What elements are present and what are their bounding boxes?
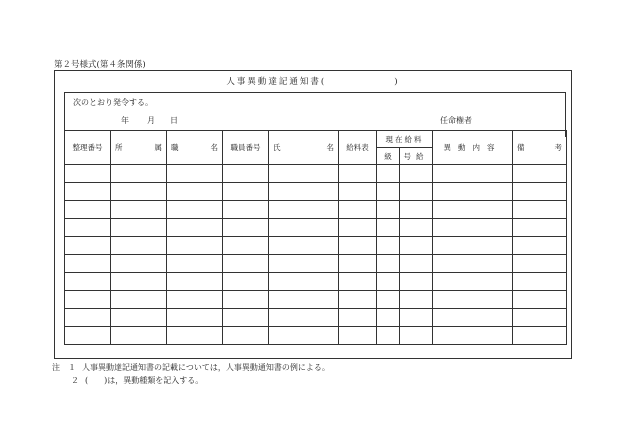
note-1-text: 人事異動達記通知書の記載については，人事異動通知書の例による。 — [82, 363, 330, 372]
table-cell — [223, 219, 269, 237]
table-cell — [339, 273, 377, 291]
table-cell — [65, 219, 111, 237]
table-cell — [513, 183, 567, 201]
table-cell — [400, 183, 433, 201]
table-cell — [377, 183, 400, 201]
table-cell — [513, 201, 567, 219]
table-cell — [269, 219, 339, 237]
note-2-text: ( )は，異動種類を記入する。 — [85, 376, 204, 385]
table-cell — [269, 273, 339, 291]
table-row — [65, 291, 567, 309]
table-cell — [269, 237, 339, 255]
table-cell — [400, 201, 433, 219]
table-cell — [167, 237, 223, 255]
table-row — [65, 183, 567, 201]
table-cell — [513, 255, 567, 273]
table-cell — [377, 201, 400, 219]
form-label: 第２号様式(第４条関係) — [54, 60, 146, 70]
table-cell — [433, 237, 513, 255]
table-cell — [223, 327, 269, 345]
table-cell — [513, 273, 567, 291]
title-open-paren: ( — [320, 77, 327, 87]
table-cell — [339, 201, 377, 219]
table-cell — [339, 255, 377, 273]
table-cell — [377, 165, 400, 183]
table-row — [65, 237, 567, 255]
title-close-paren: ) — [394, 77, 400, 87]
table-cell — [223, 273, 269, 291]
table-cell — [111, 183, 167, 201]
table-cell — [167, 255, 223, 273]
table-cell — [269, 201, 339, 219]
table-row — [65, 309, 567, 327]
note-1-number: １ — [68, 363, 76, 372]
date-year: 年 — [121, 116, 129, 125]
col-shoku — [167, 131, 223, 165]
col-shozoku-b: 属 — [154, 143, 162, 152]
note-2-number: ２ — [71, 376, 79, 385]
col-salary-table: 給料表 — [339, 131, 377, 165]
date-day: 日 — [170, 116, 178, 125]
table-cell — [339, 219, 377, 237]
col-current-salary: 現在給料 — [377, 131, 433, 148]
table-cell — [65, 165, 111, 183]
table-cell — [111, 201, 167, 219]
col-biko-a: 備 — [517, 143, 525, 152]
table-cell — [111, 255, 167, 273]
table-cell — [269, 165, 339, 183]
table-cell — [377, 309, 400, 327]
table-cell — [65, 327, 111, 345]
table-cell — [111, 165, 167, 183]
table-body — [65, 165, 567, 345]
table-cell — [339, 327, 377, 345]
table-cell — [65, 273, 111, 291]
table-cell — [65, 183, 111, 201]
table-cell — [223, 255, 269, 273]
table-cell — [339, 183, 377, 201]
table-cell — [400, 309, 433, 327]
table-cell — [433, 183, 513, 201]
table-cell — [513, 165, 567, 183]
col-change-content: 異動内容 — [433, 131, 513, 165]
table-row — [65, 327, 567, 345]
col-shoku-b: 名 — [210, 143, 218, 152]
col-seiri-number: 整理番号 — [65, 131, 111, 165]
title-text: 人事異動達記通知書 — [226, 77, 321, 87]
table-cell — [65, 309, 111, 327]
table-cell — [433, 165, 513, 183]
table-cell — [167, 219, 223, 237]
table-row — [65, 273, 567, 291]
table-cell — [433, 327, 513, 345]
table-cell — [111, 237, 167, 255]
table-cell — [400, 165, 433, 183]
col-shoku-a: 職 — [171, 143, 179, 152]
table-cell — [269, 327, 339, 345]
col-grade: 級 — [377, 148, 400, 165]
table-cell — [269, 309, 339, 327]
col-shozoku-a: 所 — [115, 143, 123, 152]
table-cell — [339, 237, 377, 255]
table-cell — [167, 273, 223, 291]
table-cell — [65, 237, 111, 255]
table-cell — [223, 183, 269, 201]
table-cell — [400, 291, 433, 309]
table-cell — [223, 309, 269, 327]
note-2 — [71, 375, 203, 386]
table-cell — [111, 327, 167, 345]
table-cell — [513, 291, 567, 309]
table-cell — [339, 291, 377, 309]
col-remarks — [513, 131, 567, 165]
personnel-table — [64, 130, 567, 345]
table-row — [65, 219, 567, 237]
table-cell — [223, 237, 269, 255]
table-cell — [433, 255, 513, 273]
table-cell — [513, 219, 567, 237]
col-shozoku — [111, 131, 167, 165]
table-cell — [400, 273, 433, 291]
table-cell — [513, 327, 567, 345]
table-cell — [400, 219, 433, 237]
appointing-authority: 任命権者 — [440, 116, 472, 125]
table-cell — [223, 165, 269, 183]
table-cell — [377, 219, 400, 237]
table-cell — [167, 309, 223, 327]
table-cell — [223, 201, 269, 219]
table-cell — [167, 201, 223, 219]
table-cell — [167, 291, 223, 309]
note-mark: 注 — [52, 363, 60, 372]
col-biko-b: 考 — [554, 143, 562, 152]
table-cell — [65, 201, 111, 219]
table-cell — [269, 183, 339, 201]
table-cell — [167, 327, 223, 345]
table-cell — [111, 219, 167, 237]
table-cell — [223, 291, 269, 309]
col-shimei-a: 氏 — [273, 143, 281, 152]
table-cell — [111, 273, 167, 291]
col-staff-number: 職員番号 — [223, 131, 269, 165]
table-cell — [433, 309, 513, 327]
table-row — [65, 201, 567, 219]
table-cell — [339, 165, 377, 183]
note-1 — [52, 362, 330, 373]
table-cell — [513, 309, 567, 327]
table-cell — [377, 327, 400, 345]
table-cell — [65, 291, 111, 309]
table-cell — [111, 309, 167, 327]
table-cell — [269, 291, 339, 309]
col-shimei-b: 名 — [326, 143, 334, 152]
table-cell — [377, 255, 400, 273]
table-cell — [433, 219, 513, 237]
table-cell — [400, 327, 433, 345]
table-cell — [339, 309, 377, 327]
table-cell — [433, 201, 513, 219]
table-cell — [400, 255, 433, 273]
table-cell — [433, 291, 513, 309]
table-cell — [269, 255, 339, 273]
table-cell — [377, 237, 400, 255]
table-cell — [433, 273, 513, 291]
table-row — [65, 255, 567, 273]
table-cell — [167, 165, 223, 183]
notice-title — [54, 75, 572, 87]
intro-text: 次のとおり発令する。 — [73, 98, 153, 107]
col-shimei — [269, 131, 339, 165]
date-line — [121, 115, 178, 126]
table-row — [65, 165, 567, 183]
date-month: 月 — [147, 116, 155, 125]
table-cell — [513, 237, 567, 255]
header-row-1 — [65, 131, 567, 148]
table-cell — [400, 237, 433, 255]
table-cell — [111, 291, 167, 309]
col-step: 号給 — [400, 148, 433, 165]
table-cell — [377, 291, 400, 309]
table-cell — [377, 273, 400, 291]
table-cell — [167, 183, 223, 201]
table-cell — [65, 255, 111, 273]
